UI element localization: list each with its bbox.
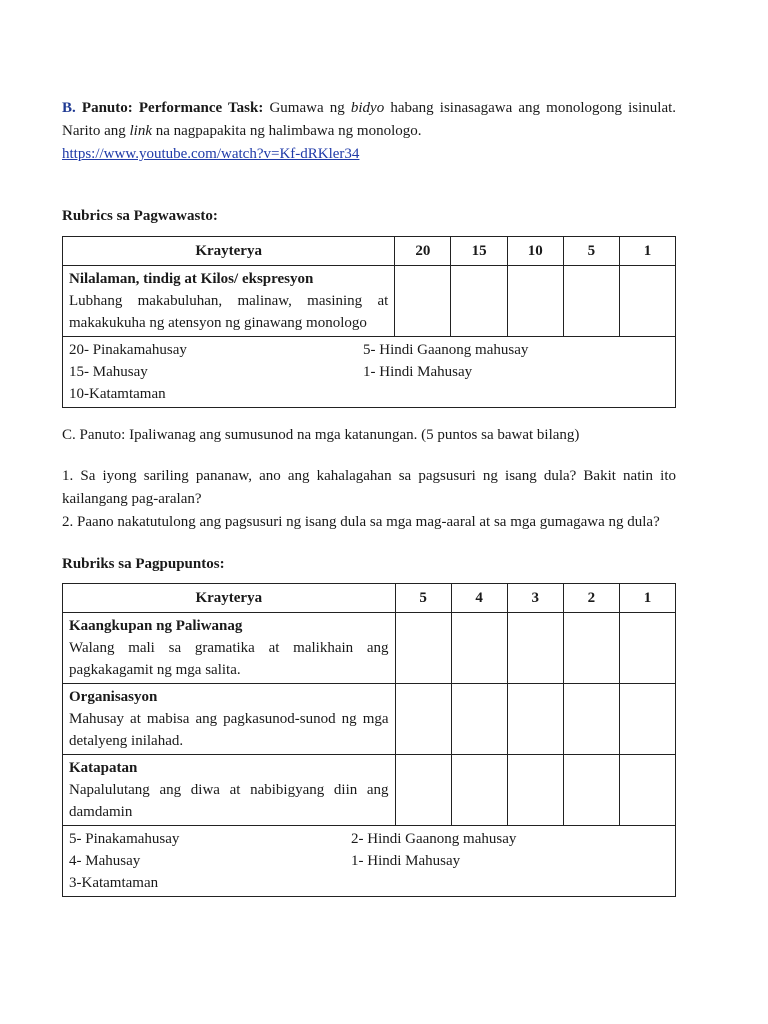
legend-item: 1- Hindi Mahusay [351,853,461,869]
section-b-text3: na nagpapakita ng halimbawa ng monologo. [155,123,422,139]
rubric2-title: Rubriks sa Pagpupuntos: [62,556,225,572]
section-c-text: Ipaliwanag ang sumusunod na mga katanungan. (5 puntos sa bawat bilang) [129,427,580,443]
rubric1-score-header: 1 [619,237,675,266]
criterion-description: Napalulutang ang diwa at nabibigyang diin ang damdamin [69,782,389,820]
rubric2-criterion-cell [63,755,396,826]
legend-item: 10-Katamtaman [69,386,166,402]
rubric1-legend-row [63,337,676,408]
score-cell[interactable] [507,755,563,826]
rubric1-score-header: 15 [451,237,507,266]
score-cell[interactable] [619,684,675,755]
rubric2-score-header: 4 [451,584,507,613]
rubric1-legend [63,337,676,408]
rubric2-score-header: 5 [395,584,451,613]
rubric1-score-header: 5 [563,237,619,266]
score-cell[interactable] [395,684,451,755]
rubric1-table [62,236,676,408]
legend-item: 15- Mahusay [69,364,148,380]
score-cell[interactable] [563,755,619,826]
criterion-description: Mahusay at mabisa ang pagkasunod-sunod ng mga detalyeng inilahad. [69,711,389,749]
score-cell[interactable] [395,613,451,684]
rubric2-criteria-header: Krayterya [63,584,396,613]
legend-item: 3-Katamtaman [69,875,159,891]
legend-left [69,828,351,894]
rubric1-header-row [63,237,676,266]
section-b-text1: Gumawa ng [269,100,345,116]
section-b-label: Panuto: Performance Task: [81,100,264,116]
rubric2-table [62,583,676,897]
table-row [63,755,676,826]
score-cell[interactable] [451,684,507,755]
rubric1-title: Rubrics sa Pagwawasto: [62,208,218,224]
score-cell[interactable] [563,266,619,337]
rubric2-score-header: 3 [507,584,563,613]
legend-item: 1- Hindi Mahusay [363,364,473,380]
rubric1-criteria-header: Krayterya [63,237,395,266]
section-b-instructions [62,97,676,166]
criterion-title: Katapatan [69,760,138,776]
rubric2-score-header: 2 [563,584,619,613]
rubric2-criterion-cell [63,684,396,755]
section-b-italic1: bidyo [350,100,385,116]
section-b-letter: B. [62,100,76,116]
criterion-title: Kaangkupan ng Paliwanag [69,618,243,634]
score-cell[interactable] [619,266,675,337]
rubric1-score-header: 10 [507,237,563,266]
score-cell[interactable] [619,613,675,684]
section-b-text2: habang isinasagawa ang monologong isinulat. Narito ang [62,100,677,139]
rubric1-score-header: 20 [395,237,451,266]
criterion-description: Walang mali sa gramatika at malikhain ang pagkakagamit ng mga salita. [69,640,389,678]
score-cell[interactable] [507,684,563,755]
rubric2-legend-row [63,826,676,897]
legend-right [363,339,528,405]
score-cell[interactable] [395,266,451,337]
section-b-italic2: link [129,123,152,139]
legend-right [351,828,516,894]
score-cell[interactable] [507,266,563,337]
table-row [63,684,676,755]
rubric2-legend [63,826,676,897]
legend-item: 20- Pinakamahusay [69,342,187,358]
legend-item: 5- Pinakamahusay [69,831,180,847]
section-c-instructions [62,424,676,447]
document-page [62,97,676,897]
rubric2-header-row [63,584,676,613]
legend-item: 5- Hindi Gaanong mahusay [363,342,529,358]
score-cell[interactable] [619,755,675,826]
legend-left [69,339,363,405]
legend-item: 2- Hindi Gaanong mahusay [351,831,517,847]
score-cell[interactable] [451,613,507,684]
criterion-title: Nilalaman, tindig at Kilos/ ekspresyon [69,271,314,287]
legend-item: 4- Mahusay [69,853,141,869]
score-cell[interactable] [563,613,619,684]
criterion-description: Lubhang makabuluhan, malinaw, masining at makakukuha ng atensyon ng ginawang monologo [69,293,389,331]
rubric2-score-header: 1 [619,584,675,613]
score-cell[interactable] [395,755,451,826]
score-cell[interactable] [507,613,563,684]
score-cell[interactable] [451,266,507,337]
table-row [63,613,676,684]
youtube-link[interactable]: https://www.youtube.com/watch?v=Kf-dRKler34 [62,146,360,162]
table-row [63,266,676,337]
score-cell[interactable] [451,755,507,826]
question-2: 2. Paano nakatutulong ang pagsusuri ng isang dula sa mga mag-aaral at sa mga gumagawa ng dula? [62,514,660,530]
rubric1-criterion-cell [63,266,395,337]
question-1: 1. Sa iyong sariling pananaw, ano ang kahalagahan sa pagsusuri ng isang dula? Bakit natin ito kailangang pag-aralan? [62,468,676,507]
rubric2-criterion-cell [63,613,396,684]
score-cell[interactable] [563,684,619,755]
criterion-title: Organisasyon [69,689,158,705]
section-c-label: C. Panuto: [62,427,126,443]
